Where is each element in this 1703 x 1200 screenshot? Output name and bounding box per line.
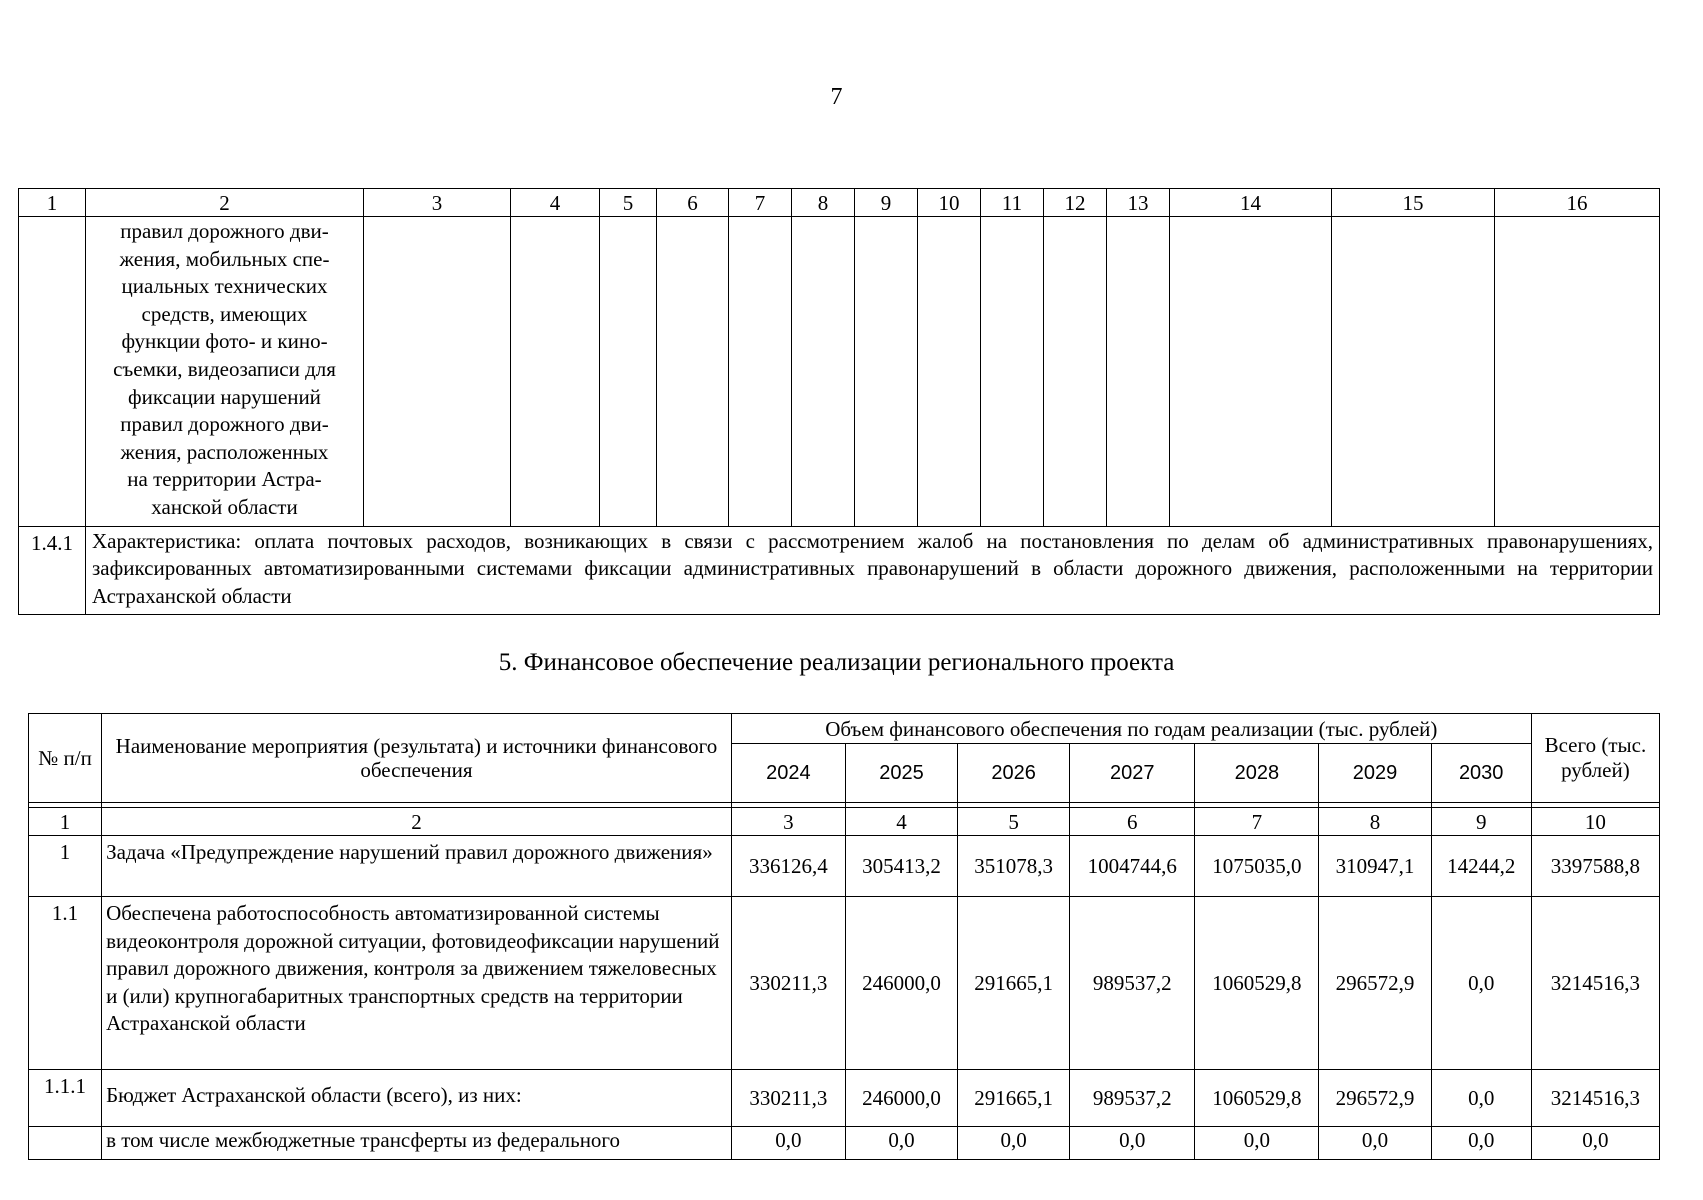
value-cell: 0,0 [1431, 1070, 1531, 1127]
value-cell: 246000,0 [845, 1070, 957, 1127]
total-cell: 3214516,3 [1531, 1070, 1659, 1127]
column-index: 4 [511, 189, 600, 217]
column-index-row [19, 189, 1660, 217]
value-cell: 0,0 [731, 1127, 845, 1160]
row-number [29, 1127, 102, 1160]
header-number: № п/п [29, 714, 102, 803]
value-cell: 291665,1 [958, 897, 1070, 1070]
section-title: 5. Финансовое обеспечение реализации регионального проекта [498, 649, 1175, 676]
column-index: 13 [1107, 189, 1170, 217]
value-cell: 330211,3 [731, 897, 845, 1070]
continuation-text-cell [86, 217, 364, 527]
column-index: 3 [364, 189, 511, 217]
characteristic-number: 1.4.1 [19, 527, 86, 615]
continuation-text: правил дорожного дви- жения, мобильных спе- циальных технических средств, имеющих функции фото- и кино- съемки, видеозаписи для фиксации нарушений правил дорожного дви- жения, расположенных на территории Астра- ханской области [113, 219, 336, 519]
header-year: 2027 [1070, 744, 1195, 803]
column-index: 7 [1195, 808, 1319, 836]
column-index: 12 [1044, 189, 1107, 217]
value-cell: 0,0 [1070, 1127, 1195, 1160]
value-cell: 989537,2 [1070, 1070, 1195, 1127]
column-index: 8 [792, 189, 855, 217]
continuation-table [18, 188, 1660, 615]
header-years-group: Объем финансового обеспечения по годам реализации (тыс. рублей) [731, 714, 1531, 744]
total-cell: 3397588,8 [1531, 836, 1659, 897]
value-cell: 0,0 [845, 1127, 957, 1160]
column-index: 15 [1332, 189, 1495, 217]
header-year: 2030 [1431, 744, 1531, 803]
header-year: 2025 [845, 744, 957, 803]
value-cell: 1060529,8 [1195, 897, 1319, 1070]
header-year: 2029 [1319, 744, 1431, 803]
column-index: 11 [981, 189, 1044, 217]
continuation-row [19, 217, 1660, 527]
row-name: в том числе межбюджетные трансферты из федерального [102, 1127, 732, 1160]
column-index: 2 [86, 189, 364, 217]
value-cell: 0,0 [1195, 1127, 1319, 1160]
column-index: 1 [19, 189, 86, 217]
table-row [29, 1070, 1660, 1127]
column-index: 9 [855, 189, 918, 217]
value-cell: 296572,9 [1319, 897, 1431, 1070]
column-index-row [29, 808, 1660, 836]
table-row [29, 836, 1660, 897]
value-cell: 989537,2 [1070, 897, 1195, 1070]
row-name: Задача «Предупреждение нарушений правил дорожного движения» [102, 836, 732, 897]
header-total: Всего (тыс. рублей) [1531, 714, 1659, 803]
column-index: 16 [1495, 189, 1660, 217]
value-cell: 351078,3 [958, 836, 1070, 897]
column-index: 14 [1170, 189, 1332, 217]
table-row [29, 897, 1660, 1070]
row-number: 1.1 [29, 897, 102, 1070]
column-index: 6 [657, 189, 729, 217]
value-cell: 246000,0 [845, 897, 957, 1070]
value-cell: 310947,1 [1319, 836, 1431, 897]
column-index: 6 [1070, 808, 1195, 836]
value-cell: 1075035,0 [1195, 836, 1319, 897]
table-row [29, 1127, 1660, 1160]
column-index: 10 [918, 189, 981, 217]
value-cell: 0,0 [1431, 897, 1531, 1070]
header-year: 2028 [1195, 744, 1319, 803]
value-cell: 1004744,6 [1070, 836, 1195, 897]
value-cell: 336126,4 [731, 836, 845, 897]
column-index: 7 [729, 189, 792, 217]
finance-table [28, 713, 1660, 1160]
value-cell: 0,0 [958, 1127, 1070, 1160]
column-index: 1 [29, 808, 102, 836]
row-name: Обеспечена работоспособность автоматизированной системы видеоконтроля дорожной ситуации, фотовидеофиксации нарушений правил дорожного движения, контроля за движением тяжеловесных и (или) крупногабаритных транспортных средств на территории Астраханской области [102, 897, 732, 1070]
header-name: Наименование мероприятия (результата) и источники финансового обеспечения [102, 714, 732, 803]
column-index: 5 [958, 808, 1070, 836]
column-index: 5 [600, 189, 657, 217]
row-number: 1.1.1 [29, 1070, 102, 1127]
value-cell: 14244,2 [1431, 836, 1531, 897]
value-cell: 305413,2 [845, 836, 957, 897]
row-number: 1 [29, 836, 102, 897]
column-index: 9 [1431, 808, 1531, 836]
header-year: 2024 [731, 744, 845, 803]
characteristic-text: Характеристика: оплата почтовых расходов, возникающих в связи с рассмотрением жалоб на постановления по делам об административных правонарушениях, зафиксированных автоматизированными системами фиксации административных правонарушений в области дорожного движения, расположенными на территории Астраханской области [86, 527, 1660, 615]
total-cell: 3214516,3 [1531, 897, 1659, 1070]
column-index: 3 [731, 808, 845, 836]
column-index: 2 [102, 808, 732, 836]
value-cell: 0,0 [1319, 1127, 1431, 1160]
column-index: 4 [845, 808, 957, 836]
header-year: 2026 [958, 744, 1070, 803]
column-index: 10 [1531, 808, 1659, 836]
characteristic-row [19, 527, 1660, 615]
page-number: 7 [830, 84, 843, 110]
value-cell: 291665,1 [958, 1070, 1070, 1127]
column-index: 8 [1319, 808, 1431, 836]
value-cell: 0,0 [1431, 1127, 1531, 1160]
value-cell: 296572,9 [1319, 1070, 1431, 1127]
row-name: Бюджет Астраханской области (всего), из них: [102, 1070, 732, 1127]
finance-header-row [29, 714, 1660, 744]
total-cell: 0,0 [1531, 1127, 1659, 1160]
value-cell: 330211,3 [731, 1070, 845, 1127]
value-cell: 1060529,8 [1195, 1070, 1319, 1127]
